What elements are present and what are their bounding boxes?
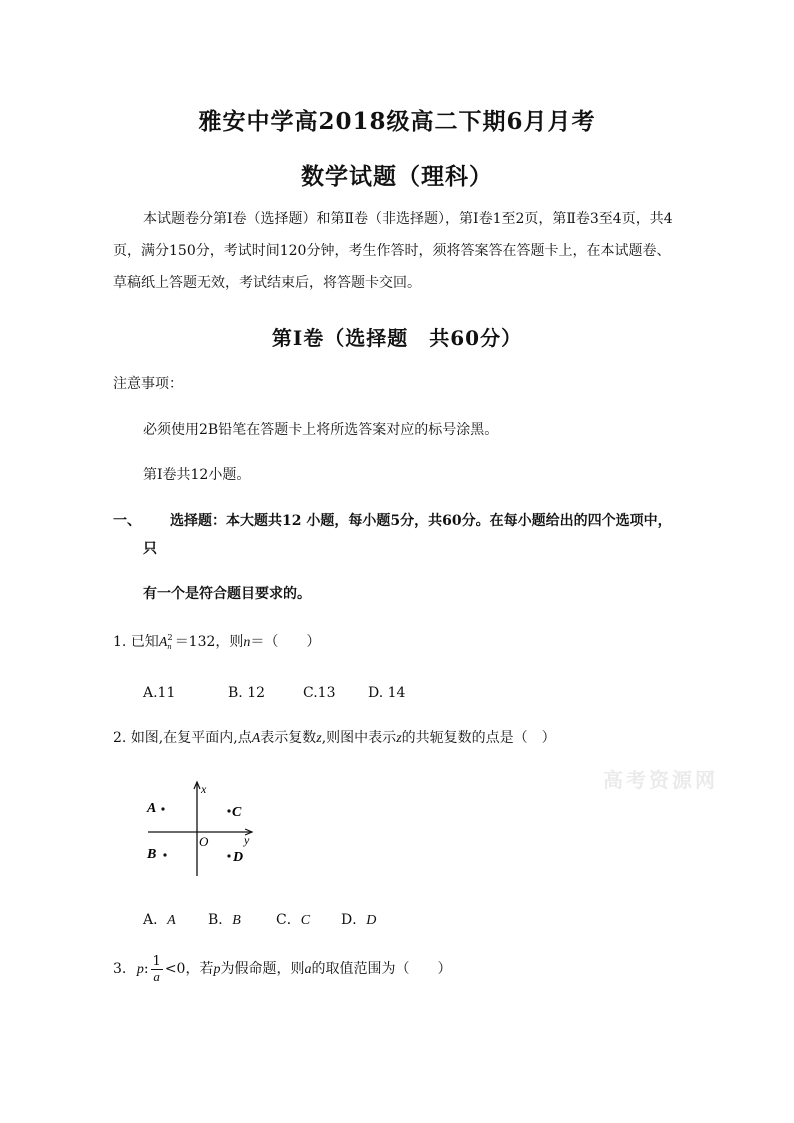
- q1-superscript: 2: [167, 632, 173, 642]
- part-one-cont: 只: [143, 541, 157, 557]
- q2-var-z: z: [316, 731, 322, 746]
- q3-fraction-denominator: a: [153, 968, 160, 984]
- q1-option-a[interactable]: A.11: [143, 685, 176, 701]
- q3-text-b: 的取值范围为（ ）: [311, 961, 452, 977]
- q1-option-d[interactable]: D. 14: [368, 685, 406, 701]
- axis-label-x: x: [201, 782, 207, 796]
- q3-text-a: 为假命题，则: [220, 961, 305, 977]
- q1-post: ＝（ ）: [250, 634, 321, 650]
- notice-line-2: 第Ⅰ卷共12小题。: [143, 467, 251, 483]
- q3-var-p: p: [136, 962, 144, 977]
- point-c-label: C: [232, 805, 242, 820]
- q3-var-a: a: [304, 962, 312, 977]
- q3-number: 3.: [113, 961, 127, 977]
- question-1: [113, 626, 320, 659]
- q3-var-p-2: p: [213, 962, 221, 977]
- q1-pre: 已知: [130, 634, 159, 650]
- point-d: [227, 854, 230, 857]
- page-subtitle: 数学试题（理科）: [301, 163, 493, 190]
- part-one-text: 选择题：本大题共12 小题，每小题5分，共60分。在每小题给出的四个选项中，: [170, 513, 672, 529]
- q2-option-c[interactable]: C．C: [276, 912, 311, 928]
- q3-fraction-numerator: 1: [152, 953, 161, 969]
- q2-option-a[interactable]: A．A: [143, 912, 176, 928]
- watermark: 高考资源网: [603, 768, 718, 792]
- point-b-label: B: [147, 847, 157, 862]
- notice-heading: 注意事项：: [113, 376, 183, 392]
- origin-label: O: [199, 834, 209, 849]
- q3-fraction: [151, 955, 163, 984]
- q1-number: 1.: [113, 634, 127, 650]
- q1-option-b[interactable]: B. 12: [228, 685, 266, 701]
- q2-number: 2.: [113, 730, 127, 746]
- axis-label-y: y: [244, 833, 250, 847]
- point-a-label: A: [147, 801, 157, 816]
- page-title: 雅安中学高2018级高二下期6月月考: [198, 108, 596, 135]
- q2-text-a: 如图,在复平面内,点: [130, 730, 252, 746]
- q3-lt: <0，若: [164, 961, 214, 977]
- point-c: [227, 809, 230, 812]
- q1-equation: ＝132，则: [174, 634, 244, 650]
- q2-options: [143, 904, 376, 937]
- q1-subscript: n: [167, 642, 172, 651]
- q2-text-c: ,则图中表示: [321, 730, 397, 746]
- question-3: [113, 949, 451, 990]
- q2-text-d: 的共轭复数的点是（ ）: [401, 730, 556, 746]
- q1-option-c[interactable]: C.13: [303, 685, 336, 701]
- q1-var-n: n: [243, 635, 251, 650]
- q1-options: [143, 677, 405, 709]
- point-a: [161, 807, 164, 810]
- part-one-number: 一、: [113, 513, 141, 529]
- complex-plane-figure: [140, 780, 265, 880]
- q2-option-b[interactable]: B．B: [208, 912, 241, 928]
- intro-paragraph: 本试题卷分第Ⅰ卷（选择题）和第Ⅱ卷（非选择题），第Ⅰ卷1至2页，第Ⅱ卷3至4页，共4页，满分150分，考试时间120分钟，考生作答时，须将答案答在答题卡上，在本试题卷、草稿纸上答题无效，考试结束后，将答题卡交回。: [113, 211, 673, 291]
- point-d-label: D: [233, 850, 244, 865]
- question-2: [113, 722, 556, 755]
- notice-line-1: 必须使用2B铅笔在答题卡上将所选答案对应的标号涂黑。: [143, 422, 499, 438]
- q1-var-a: A: [158, 635, 168, 650]
- q2-var-z-2: z: [396, 731, 402, 746]
- q2-option-d[interactable]: D．D: [341, 912, 377, 928]
- q2-text-b: 表示复数: [260, 730, 317, 746]
- q2-var-a: A: [251, 731, 261, 746]
- q3-colon: :: [143, 961, 149, 977]
- section-title: 第Ⅰ卷（选择题 共60分）: [271, 326, 523, 350]
- point-b: [163, 853, 166, 856]
- part-one-line-2: 有一个是符合题目要求的。: [143, 586, 311, 602]
